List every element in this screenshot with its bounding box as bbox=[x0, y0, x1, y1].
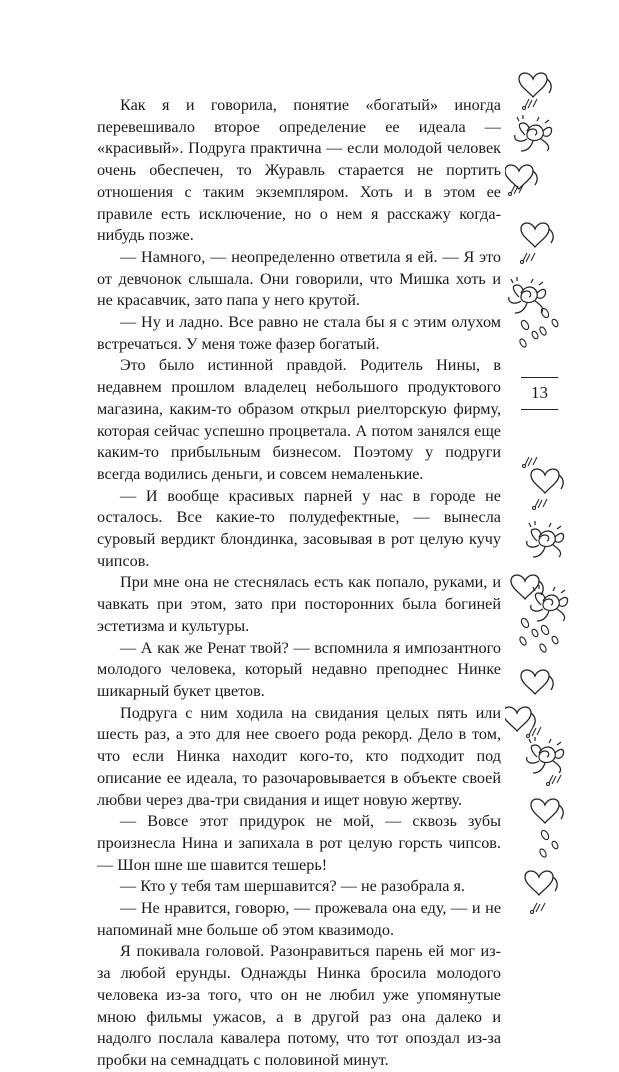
paragraph: Я покивала головой. Разонравиться парень ей мог из-за любой ерунды. Однажды Нинка бросила молодого человека из-за того, что он не любил уже упомянутые мною фильмы ужасов, а в другой раз она далеко и надолго послала кавалера потому, что тот опоздал из-за пробки на семнадцать с половиной минут. bbox=[97, 942, 501, 1069]
music-note-icon bbox=[531, 903, 546, 914]
drop-icon bbox=[539, 829, 560, 858]
paragraph: — Вовсе этот придурок не мой, — сквозь зубы произнесла Нина и запихала в рот целую горсть чипсов. — Шон шне ше шавится тешерь! bbox=[97, 812, 501, 874]
music-note-icon bbox=[523, 99, 538, 110]
heart-icon bbox=[505, 165, 537, 189]
drop-icon bbox=[519, 617, 540, 646]
paragraph: — Кто у тебя там шершавится? — не разобрала я. bbox=[120, 877, 465, 896]
paragraph: При мне она не стеснялась есть как попало, руками, и чавкать при этом, зато при посторонних была богиней эстетизма и культуры. bbox=[97, 573, 501, 635]
paragraph: — Ну и ладно. Все равно не стала бы я с этим олухом встречаться. У меня тоже фазер богатый. bbox=[97, 313, 501, 353]
music-note-icon bbox=[521, 253, 536, 264]
paragraph: — И вообще красивых парней у нас в городе не осталось. Все какие-то полудефектные, — вынесла суровый вердикт блондинка, засовывая в рот целую кучу чипсов. bbox=[97, 486, 501, 570]
heart-icon bbox=[519, 73, 551, 97]
heart-icon bbox=[521, 223, 553, 247]
rose-icon bbox=[527, 737, 564, 773]
heart-icon bbox=[531, 469, 563, 493]
paragraph: Как я и говорила, понятие «богатый» иногда перевешивало второе определение ее идеала — «красивый». Подруга практична — если молодой человек очень обеспечен, то Журавль старается не портить отношения с таким экземпляром. Хоть и в этом ее правиле есть исключение, но о нем я расскажу когда-нибудь позже. bbox=[97, 96, 501, 245]
music-note-icon bbox=[523, 457, 538, 468]
music-note-icon bbox=[527, 727, 542, 738]
paragraph: Это было истинной правдой. Родитель Нины, в недавнем прошлом владелец небольшого продуктового магазина, каким-то образом открыл риелторскую фирму, которая сейчас успешно процветала. А потом занялся еще каким-то прибыльным бизнесом. Поэтому у подруги всегда водились деньги, и совсем немаленькие. bbox=[97, 356, 501, 483]
heart-icon bbox=[505, 707, 535, 731]
drop-icon bbox=[539, 624, 560, 653]
music-note-icon bbox=[547, 775, 562, 786]
heart-icon bbox=[531, 799, 563, 823]
paragraph: — Намного, — неопределенно ответила я ей. — Я это от девчонок слышала. Они говорили, что Мишка хоть и не красавчик, зато папа у него крутой. bbox=[97, 247, 501, 310]
rose-icon bbox=[515, 115, 552, 151]
heart-icon bbox=[511, 575, 543, 599]
drop-icon bbox=[519, 319, 540, 348]
rose-icon bbox=[509, 277, 546, 313]
page-number: 13 bbox=[531, 383, 548, 402]
rose-icon bbox=[531, 585, 568, 621]
heart-icon bbox=[525, 871, 557, 895]
margin-ornament bbox=[505, 55, 619, 975]
rose-icon bbox=[527, 521, 564, 557]
paragraph: — Не нравится, говорю, — прожевала она еду, — и не напоминай мне больше об этом квазимодо. bbox=[97, 899, 501, 939]
paragraph: — А как же Ренат твой? — вспомнила я импозантного молодого человека, который недавно преподнес Нинке шикарный букет цветов. bbox=[97, 638, 501, 700]
heart-icon bbox=[521, 670, 553, 694]
paragraph: Подруга с ним ходила на свидания целых пять или шесть раз, а это для нее своего рода рекорд. Дело в том, что если Нинка находит кого-то, кто подходит под описание ее идеала, то разочаровывается в объекте своей любви через два-три свидания и ищет новую жертву. bbox=[97, 703, 501, 809]
drop-icon bbox=[539, 307, 560, 336]
music-note-icon bbox=[533, 499, 548, 510]
body-text bbox=[97, 95, 501, 1072]
